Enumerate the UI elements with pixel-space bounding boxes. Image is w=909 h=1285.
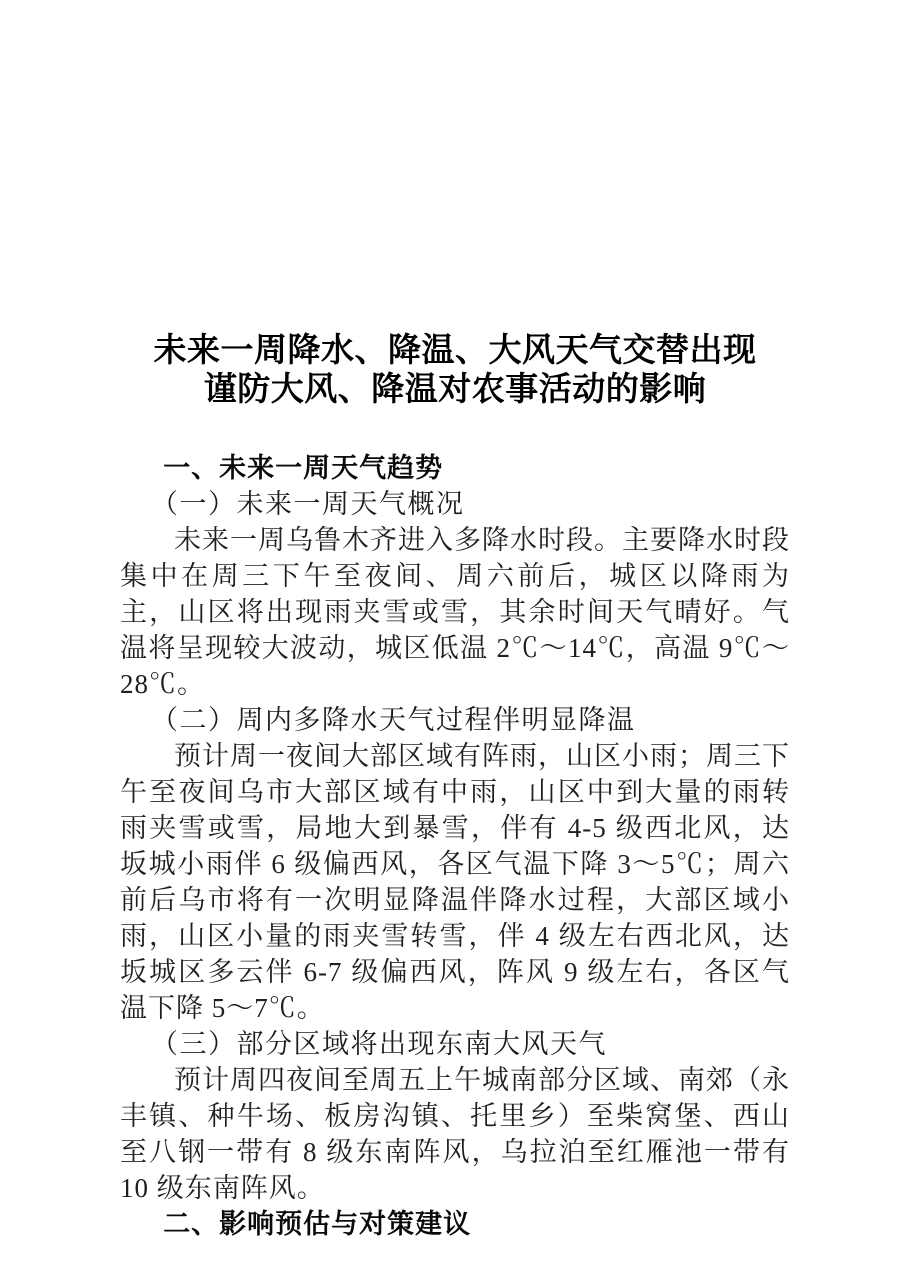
document-content [120,330,790,1242]
section-1-subsection-1-paragraph: 未来一周乌鲁木齐进入多降水时段。主要降水时段集中在周三下午至夜间、周六前后，城区以降雨为主，山区将出现雨夹雪或雪，其余时间天气晴好。气温将呈现较大波动，城区低温 2℃～14℃，高温 9℃～28℃。 [120,525,790,699]
section-2-heading: 二、影响预估与对策建议 [163,1209,472,1239]
section-1-subsection-3-paragraph: 预计周四夜间至周五上午城南部分区域、南郊（永丰镇、种牛场、板房沟镇、托里乡）至柴窝堡、西山至八钢一带有 8 级东南阵风，乌拉泊至红雁池一带有 10 级东南阵风。 [120,1065,790,1203]
document-title-line1: 未来一周降水、降温、大风天气交替出现 [153,331,757,368]
section-1-subsection-2-paragraph: 预计周一夜间大部区域有阵雨，山区小雨；周三下午至夜间乌市大部区域有中雨，山区中到大量的雨转雨夹雪或雪，局地大到暴雪，伴有 4-5 级西北风，达坂城小雨伴 6 级偏西风，各区气温下降 3～5℃；周六前后乌市将有一次明显降温伴降水过程，大部区域小雨，山区小量的雨夹雪转雪，伴 4 级左右西北风，达坂城区多云伴 6-7 级偏西风，阵风 9 级左右，各区气温下降 5～7℃。 [120,741,790,1023]
section-1-subsection-1-heading: （一）未来一周天气概况 [151,489,465,519]
document-title-line2: 谨防大风、降温对农事活动的影响 [203,370,707,407]
section-1-heading: 一、未来一周天气趋势 [163,453,444,483]
document-title [120,330,790,408]
section-1-subsection-2-heading: （二）周内多降水天气过程伴明显降温 [151,705,636,735]
section-1-subsection-3-heading: （三）部分区域将出现东南大风天气 [151,1029,608,1059]
